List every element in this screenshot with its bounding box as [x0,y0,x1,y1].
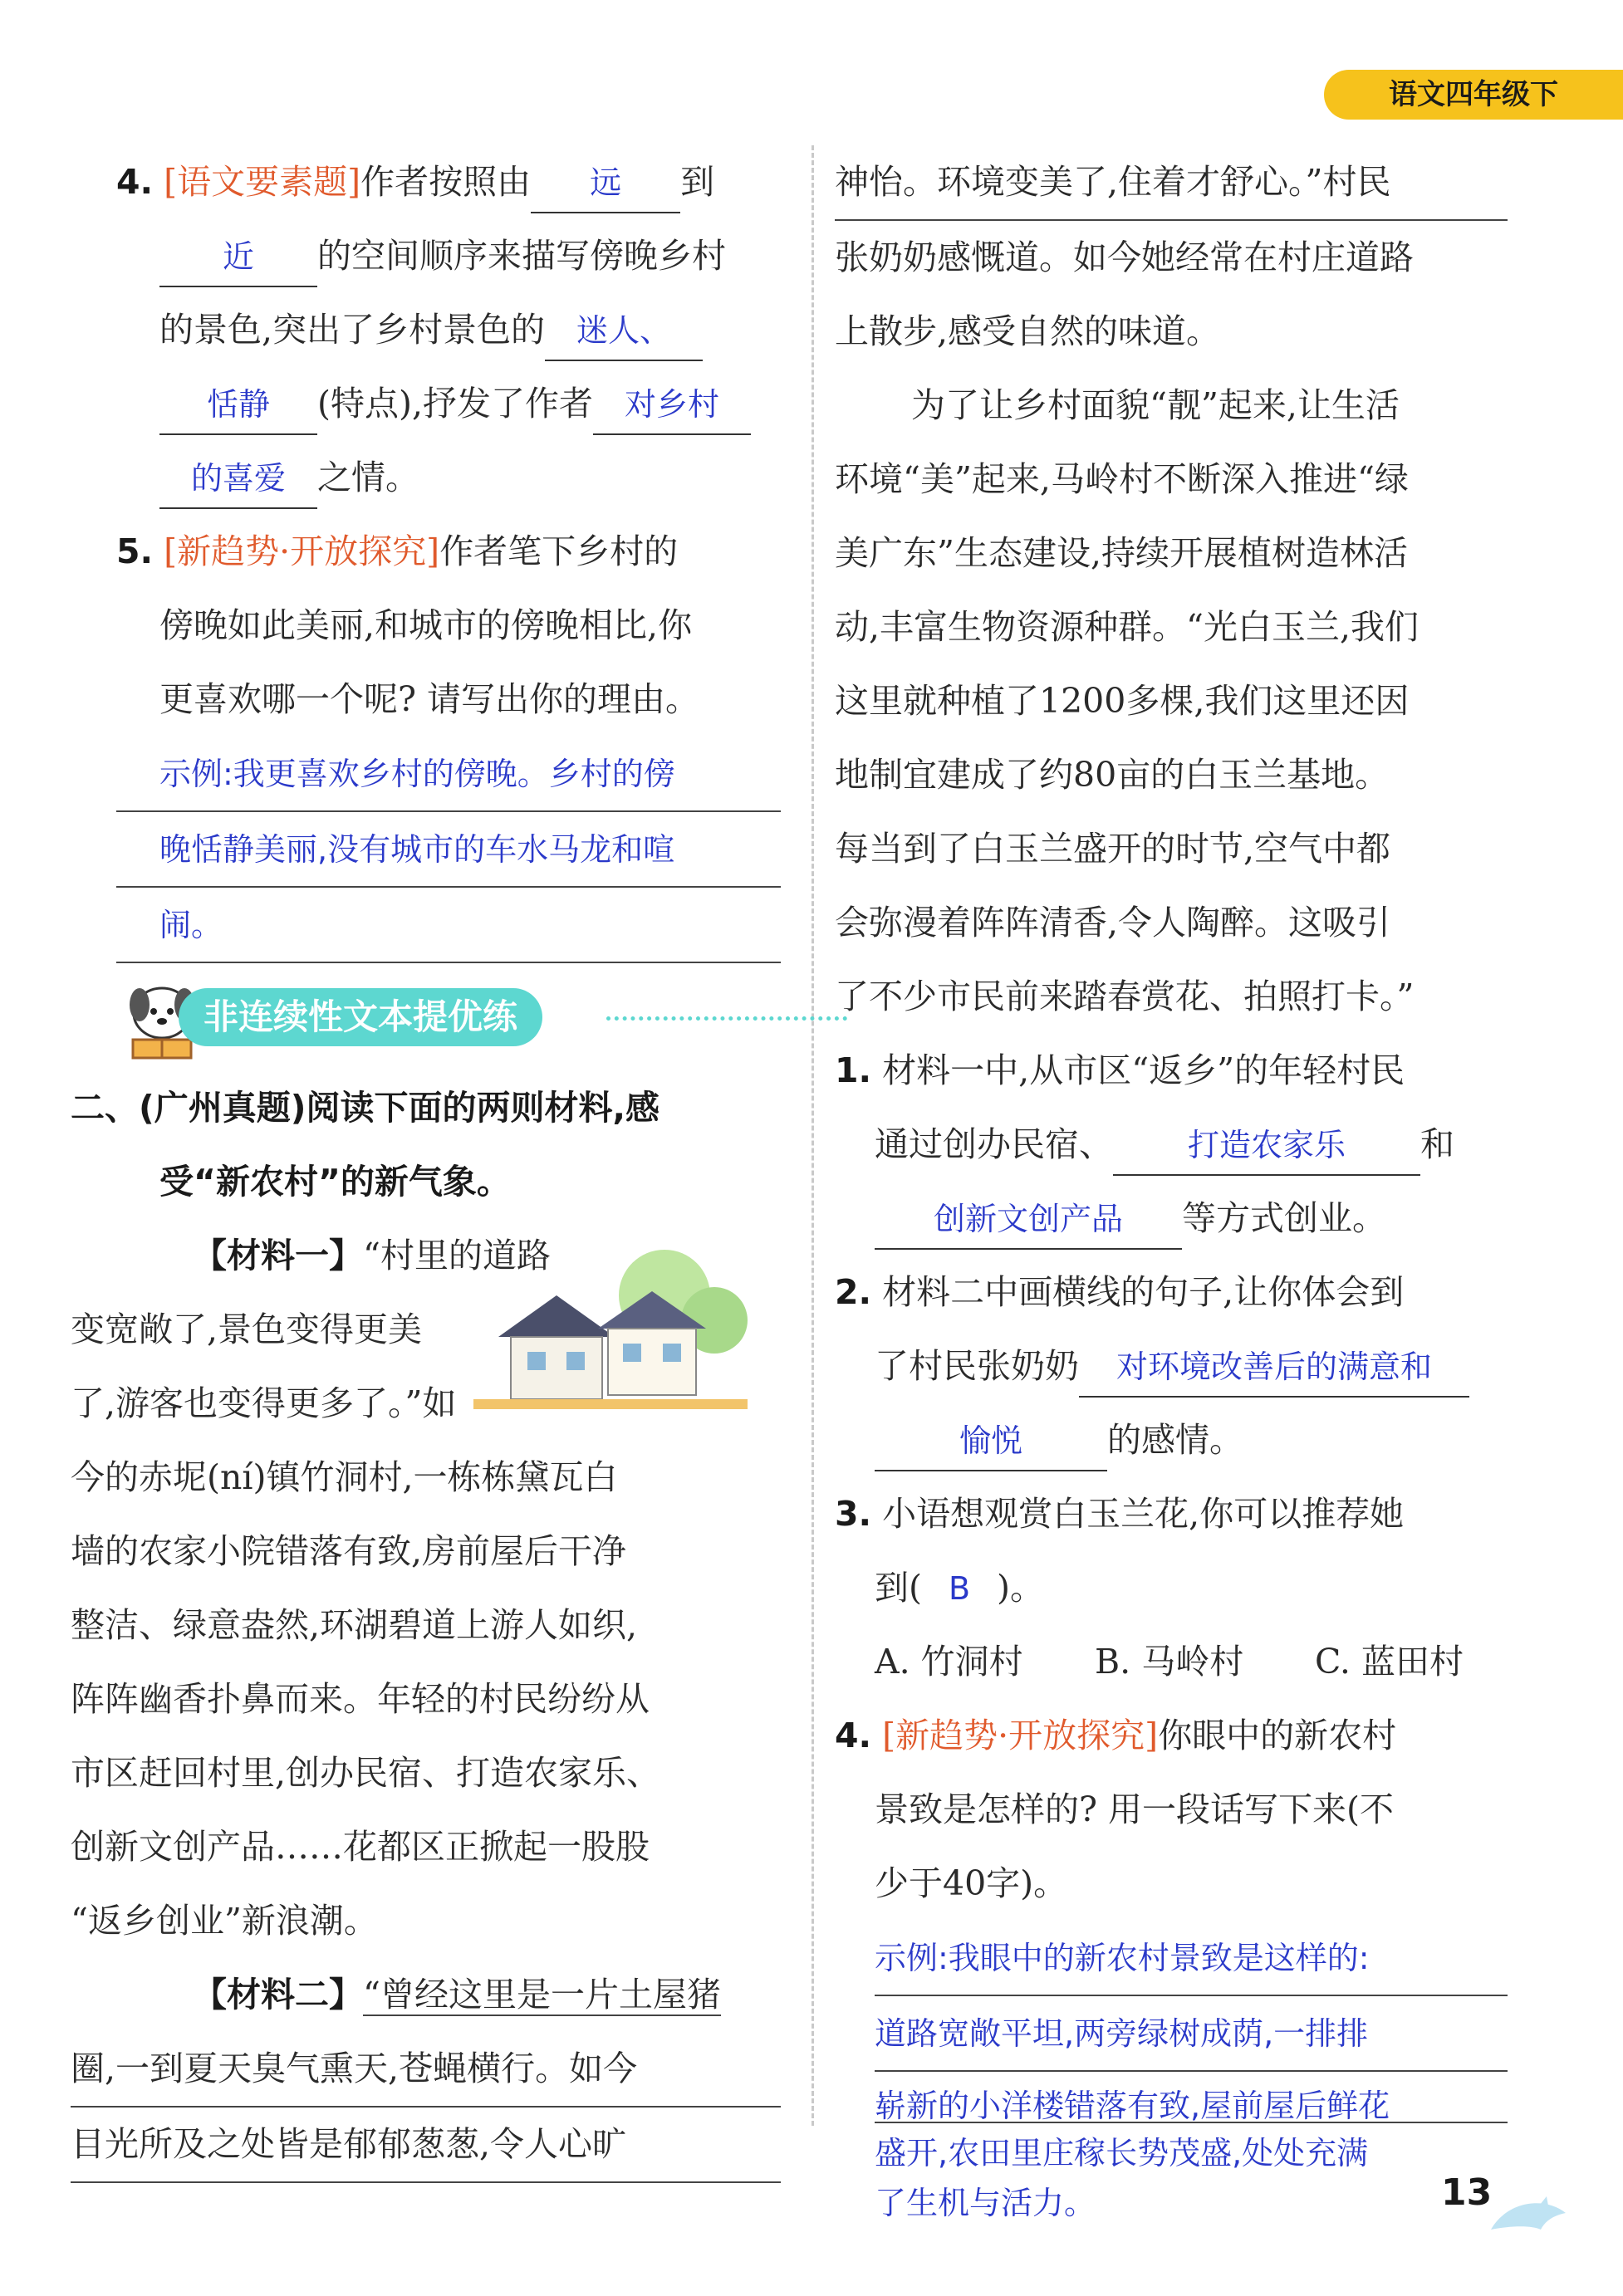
right-column [835,145,1508,2223]
q4-answer-2: 近 [222,238,254,275]
q4-blank-1[interactable] [531,153,680,213]
q4-answer-6: 的喜爱 [190,460,286,497]
part2-text: 阅读下面的两则材料,感 [306,1088,660,1128]
q5-answer-text: 示例:我更喜欢乡村的傍晚。乡村的傍 [159,756,675,792]
m1-line-9: 创新文创产品……花都区正掀起一股股 [71,1827,650,1867]
q4-blank-4[interactable] [159,375,317,435]
rq1-text: 通过创办民宿、 [875,1124,1113,1164]
q4-blank-2[interactable] [159,227,317,287]
page-number: 13 [1441,2171,1493,2214]
rq4-answer-text: 道路宽敞平坦,两旁绿树成荫,一排排 [875,2015,1369,2052]
m1-line-8: 市区赶回村里,创办民宿、打造农家乐、 [71,1753,661,1793]
m2-cont-line-9: 地制宜建成了约80亩的白玉兰基地。 [835,755,1390,795]
q4-answer-4: 恬静 [206,386,270,423]
q5-line-1 [116,515,781,589]
q5-answer-text: 晚恬静美丽,没有城市的车水马龙和喧 [159,831,675,868]
left-column [71,145,781,2183]
rq2-line-2 [835,1329,1508,1403]
m2-cont-line-6: 美广东”生态建设,持续开展植树造林活 [835,533,1408,573]
q4-number: 4. [116,162,154,202]
rq3-text: 到( [875,1568,922,1608]
rq4-line-3: 少于40字)。 [875,1863,1068,1903]
q4-text: 作者按照由 [360,162,532,202]
rq2-text: 材料二中画横线的句子,让你体会到 [882,1272,1405,1312]
m1-line-10: “返乡创业”新浪潮。 [71,1901,378,1941]
m1-line-7: 阵阵幽香扑鼻而来。年轻的村民纷纷从 [71,1679,650,1719]
rq4-answer-text: 盛开,农田里庄稼长势茂盛,处处充满 [875,2135,1369,2171]
rq1-text: 材料一中,从市区“返乡”的年轻村民 [882,1050,1405,1090]
rq2-answer-1: 对环境改善后的满意和 [1116,1349,1432,1385]
m2-cont-line-1: 神怡。环境变美了,住着才舒心。”村民 [835,145,1508,221]
q5-text: 作者笔下乡村的 [439,531,679,571]
m1-line-2: 变宽敞了,景色变得更美 [71,1310,423,1349]
rq3-answer: B [948,1570,971,1607]
q4-answer-5: 对乡村 [625,386,720,423]
m2-line-2: 圈,一到夏天臭气熏天,苍蝇横行。如今 [71,2032,781,2108]
q4-text: (特点),抒发了作者 [317,384,594,423]
rq1-answer-2: 创新文创产品 [933,1201,1123,1237]
rq4-line-2: 景致是怎样的? 用一段话写下来(不 [875,1789,1395,1829]
q4-text: 之情。 [317,458,419,497]
q4-text: 的景色,突出了乡村景色的 [159,310,546,350]
m2-cont-line-5: 环境“美”起来,马岭村不断深入推进“绿 [835,459,1409,499]
rq1-text: 和 [1420,1124,1454,1164]
rq4-answer-line-4[interactable] [875,2123,1508,2173]
rq4-answer-line-3[interactable] [875,2072,1508,2123]
q5-answer-line-1[interactable] [116,737,781,812]
rq2-line-1 [835,1256,1508,1329]
part2-line-1 [71,1071,781,1145]
m1-line-6: 整洁、绿意盎然,环湖碧道上游人如织, [71,1605,638,1645]
village-houses-illustration [473,1246,748,1412]
m2-cont-line-11: 会弥漫着阵阵清香,令人陶醉。这吸引 [835,903,1391,942]
rq1-number: 1. [835,1050,872,1090]
rq2-line-3 [835,1403,1508,1477]
rq4-answer-line-2[interactable] [875,1996,1508,2072]
m2-cont-line-8: 这里就种植了1200多棵,我们这里还因 [835,681,1410,721]
rq4-answer-line-5[interactable] [875,2173,1508,2223]
rq1-line-3 [835,1182,1508,1256]
rq4-line-1 [835,1699,1508,1773]
m1-text: “村里的道路 [363,1236,551,1275]
m2-cont-line-7: 动,丰富生物资源种群。“光白玉兰,我们 [835,607,1420,647]
rq1-blank-2[interactable] [875,1189,1182,1250]
rq3-options [835,1625,1508,1699]
q5-tag: [新趋势·开放探究] [164,531,440,571]
rq3-option-b[interactable]: B. 马岭村 [1095,1642,1244,1682]
rq4-number: 4. [835,1716,872,1755]
rq4-tag: [新趋势·开放探究] [882,1716,1159,1755]
m2-cont-line-12: 了不少市民前来踏春赏花、拍照打卡。” [835,977,1415,1016]
rq1-text: 等方式创业。 [1182,1198,1386,1238]
rq4-answer-text: 崭新的小洋楼错落有致,屋前屋后鲜花 [875,2088,1390,2124]
q5-number: 5. [116,531,154,571]
q4-answer-3: 迷人、 [576,312,672,349]
rq2-answer-2: 愉悦 [959,1422,1022,1459]
section-banner [116,963,781,1071]
q4-tag: [语文要素题] [164,162,361,202]
rq4-text: 你眼中的新农村 [1158,1716,1397,1755]
q4-answer-1: 远 [590,164,622,201]
q4-line-3 [116,293,781,367]
rq3-number: 3. [835,1494,872,1534]
q4-line-1 [116,145,781,219]
rq2-blank-2[interactable] [875,1411,1107,1471]
m2-cont-line-2: 张奶奶感慨道。如今她经常在村庄道路 [835,237,1414,277]
rq3-line-2 [835,1551,1508,1625]
q5-answer-line-3[interactable] [116,888,781,963]
rq3-option-a[interactable]: A. 竹洞村 [875,1642,1023,1682]
rq3-option-c[interactable]: C. 蓝田村 [1315,1642,1464,1682]
part2-line-2: 受“新农村”的新气象。 [159,1162,511,1202]
q4-blank-6[interactable] [159,448,317,509]
m2-underlined-text: “曾经这里是一片土屋猪 [363,1975,721,2015]
rq2-blank-1[interactable] [1079,1337,1469,1398]
q4-text: 的空间顺序来描写傍晚乡村 [317,236,726,276]
q4-line-5 [116,441,781,515]
rq4-answer-text: 示例:我眼中的新农村景致是这样的: [875,1940,1370,1976]
m1-line-5: 墙的农家小院错落有致,房前屋后干净 [71,1531,627,1571]
grade-badge: 语文四年级下 [1324,70,1623,120]
q5-line-3: 更喜欢哪一个呢? 请写出你的理由。 [159,679,700,719]
rq3-text: )。 [997,1568,1044,1608]
q4-blank-5[interactable] [593,375,751,435]
rq2-text: 的感情。 [1107,1420,1243,1460]
q5-line-2: 傍晚如此美丽,和城市的傍晚相比,你 [159,605,693,645]
column-divider [812,145,814,2126]
banner-dotted-line [606,1016,847,1021]
rq3-line-1 [835,1477,1508,1551]
m2-line-3: 目光所及之处皆是郁郁葱葱,令人心旷 [71,2108,781,2183]
m2-label: 【材料二】 [193,1975,363,2015]
rq1-line-1 [835,1034,1508,1108]
m1-label: 【材料一】 [193,1236,363,1275]
m1-line-3: 了,游客也变得更多了。”如 [71,1383,457,1423]
part2-source: (广州真题) [139,1088,306,1128]
q5-answer-line-2[interactable] [116,812,781,888]
m2-cont-line-10: 每当到了白玉兰盛开的时节,空气中都 [835,829,1391,869]
rq3-text: 小语想观赏白玉兰花,你可以推荐她 [882,1494,1405,1534]
rq4-answer-text: 了生机与活力。 [875,2185,1096,2221]
section-banner-title: 非连续性文本提优练 [179,988,542,1046]
rq2-number: 2. [835,1272,872,1312]
m2-line-1 [116,1958,781,2032]
rq3-answer-slot[interactable] [922,1551,997,1626]
rq1-blank-1[interactable] [1113,1115,1420,1176]
m2-cont-line-4: 为了让乡村面貌“靓”起来,让生活 [911,385,1400,425]
rq2-text: 了村民张奶奶 [875,1346,1079,1386]
m2-cont-line-3: 上散步,感受自然的味道。 [835,311,1221,351]
rq4-answer-line-1[interactable] [875,1921,1508,1996]
part2-prefix: 二、 [71,1088,139,1128]
m1-line-4: 今的赤坭(ní)镇竹洞村,一栋栋黛瓦白 [71,1457,618,1497]
q4-text: 到 [680,162,715,202]
rq1-line-2 [835,1108,1508,1182]
q4-blank-3[interactable] [545,301,703,361]
q4-line-4 [116,367,781,441]
dolphin-icon [1487,2192,1578,2250]
q4-line-2 [116,219,781,293]
q5-answer-text: 闹。 [159,907,223,943]
rq1-answer-1: 打造农家乐 [1187,1127,1346,1163]
